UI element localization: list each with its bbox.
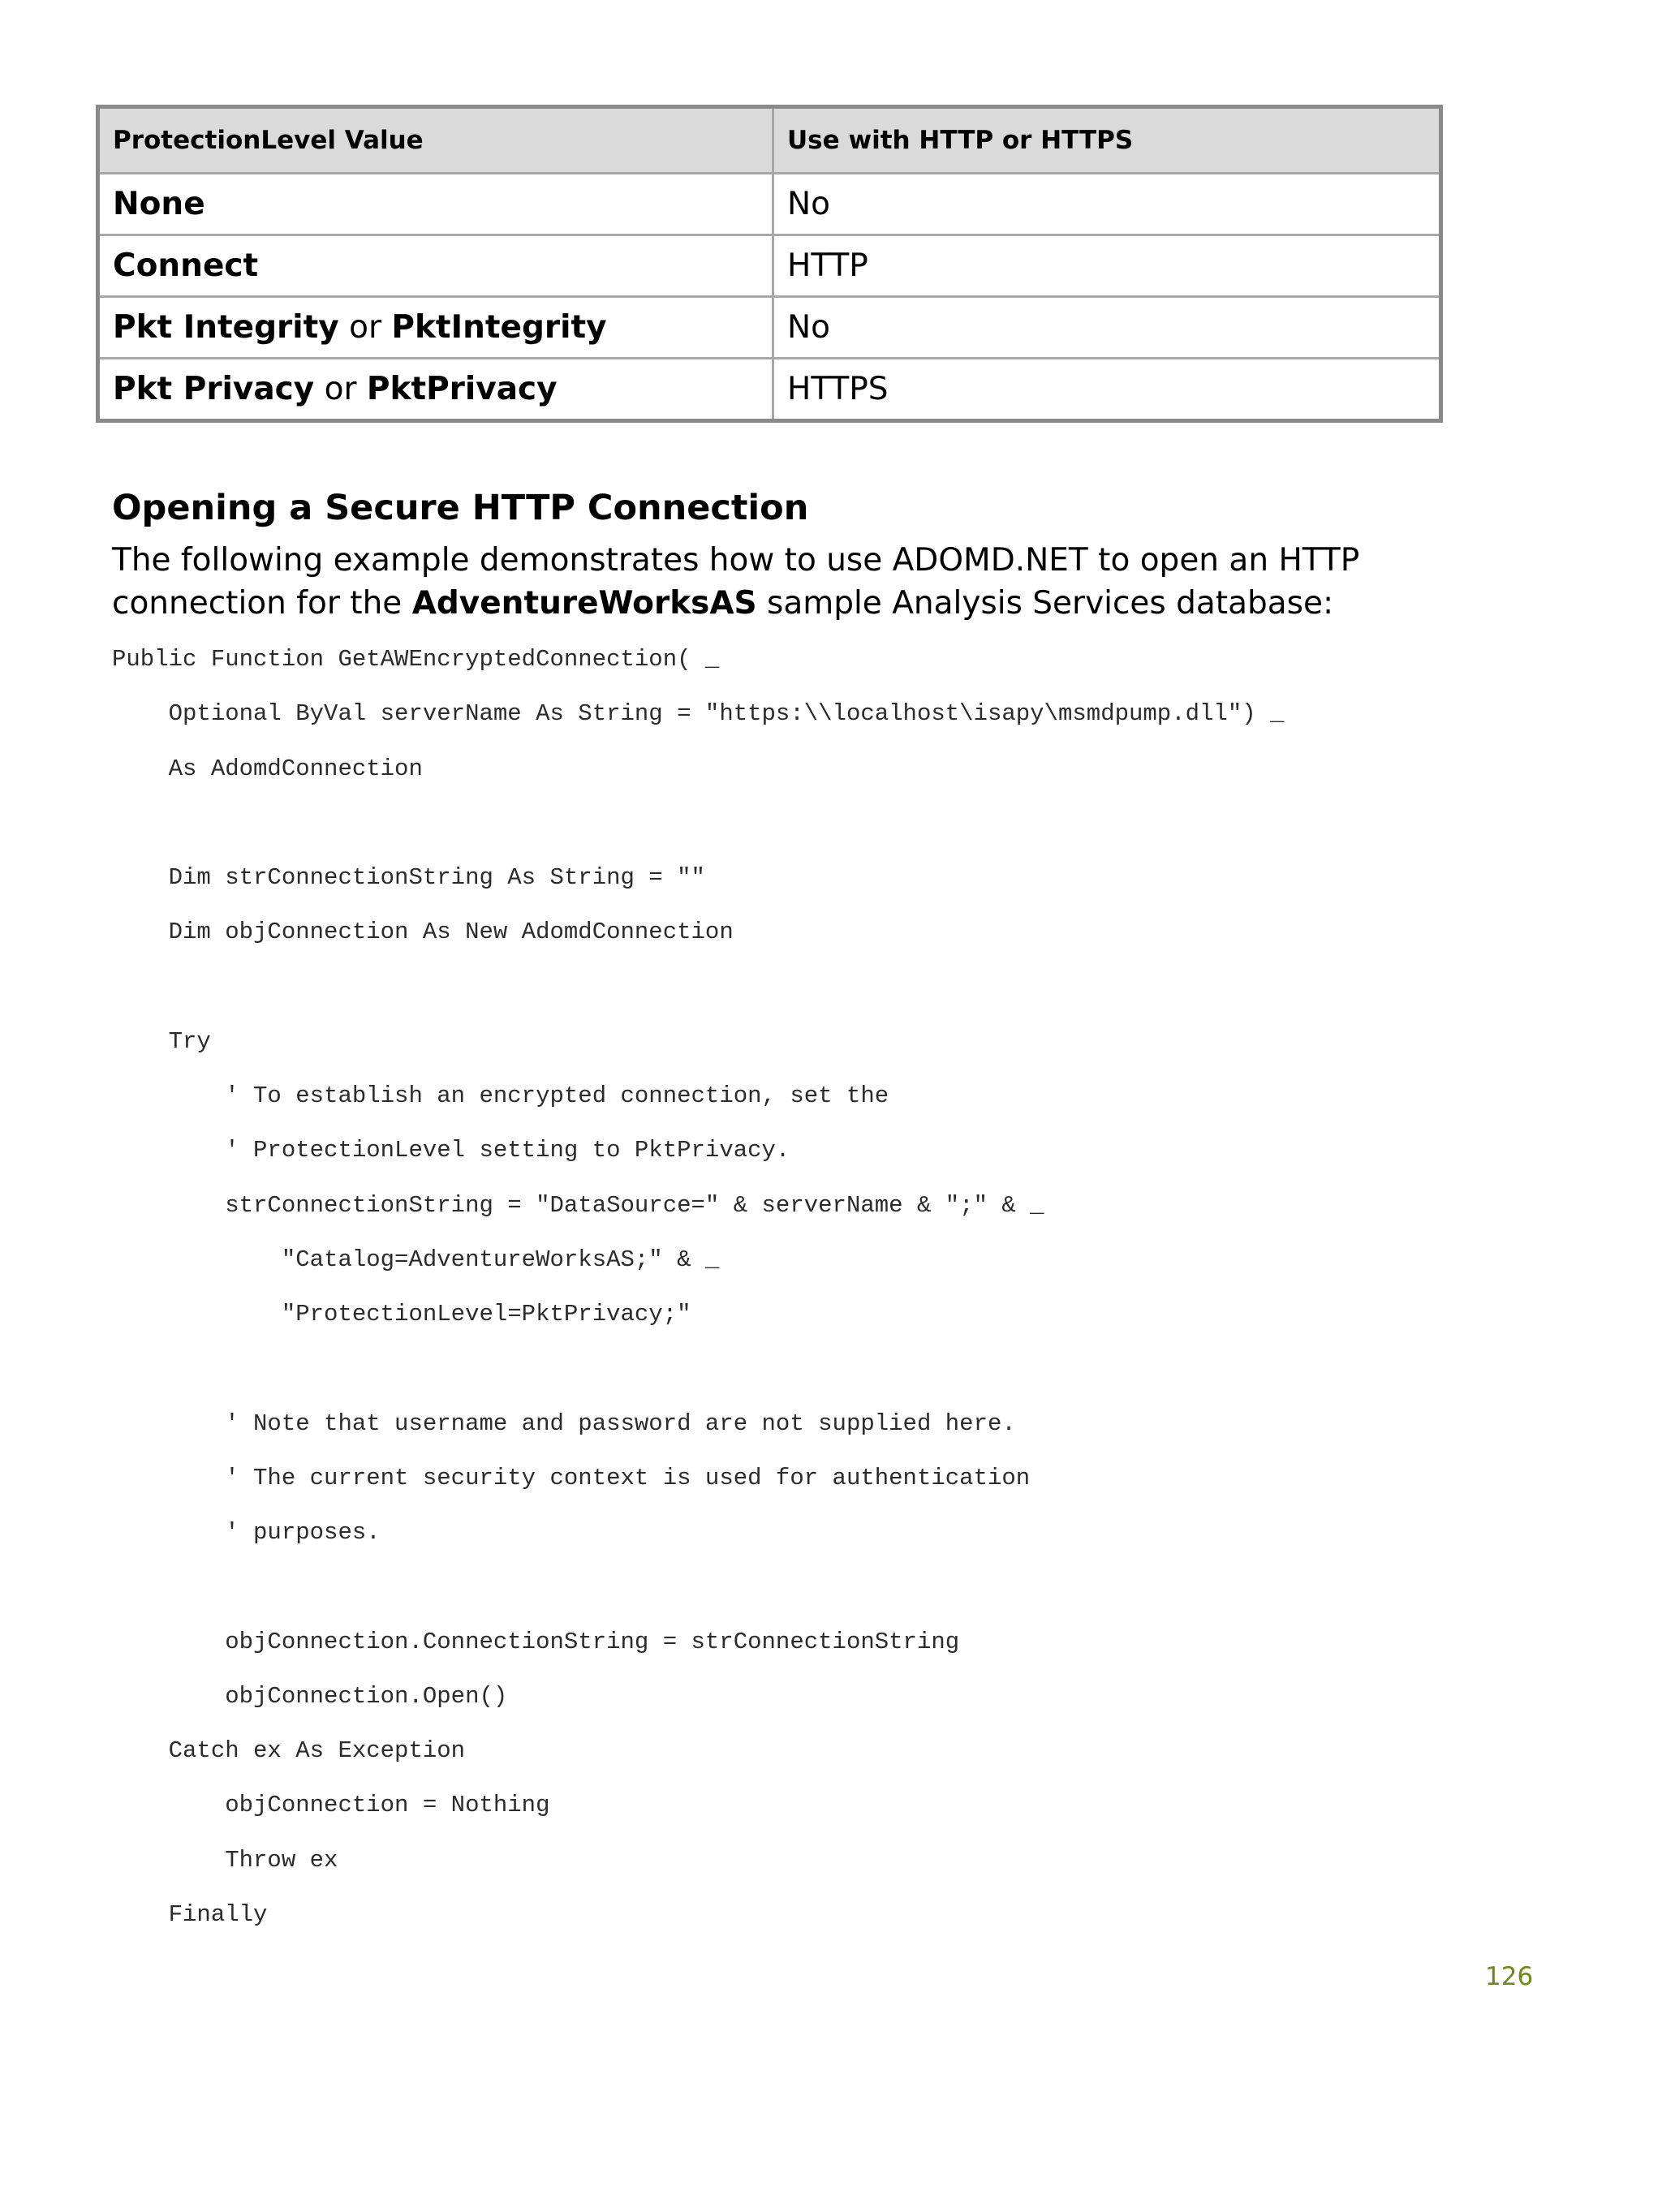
column-header-protection-level: ProtectionLevel Value bbox=[98, 107, 773, 174]
protection-level-cell: Connect bbox=[98, 235, 773, 297]
code-line: Try bbox=[112, 1027, 211, 1055]
database-name: AdventureWorksAS bbox=[411, 585, 757, 622]
code-line: strConnectionString = "DataSource=" & serverName & ";" & _ bbox=[112, 1191, 1044, 1219]
code-line bbox=[112, 807, 1284, 862]
code-line: ' To establish an encrypted connection, set the bbox=[112, 1082, 889, 1109]
use-with-cell: No bbox=[773, 297, 1441, 359]
code-line: Optional ByVal serverName As String = "https:\\localhost\isapy\msmdpump.dll") _ bbox=[112, 700, 1285, 728]
protection-level-cell: Pkt Integrity or PktIntegrity bbox=[98, 297, 773, 359]
code-sample bbox=[112, 643, 1284, 1953]
code-line: Dim objConnection As New AdomdConnection bbox=[112, 919, 734, 946]
use-with-cell: HTTP bbox=[773, 235, 1441, 297]
code-line: Dim strConnectionString As String = "" bbox=[112, 864, 705, 891]
code-line: "ProtectionLevel=PktPrivacy;" bbox=[112, 1301, 691, 1328]
code-line: objConnection.ConnectionString = strConnectionString bbox=[112, 1628, 960, 1655]
code-line: Catch ex As Exception bbox=[112, 1737, 466, 1764]
table-header-row bbox=[98, 107, 1441, 174]
code-line bbox=[112, 1353, 1284, 1407]
code-line: "Catalog=AdventureWorksAS;" & _ bbox=[112, 1246, 720, 1273]
column-header-use-with: Use with HTTP or HTTPS bbox=[773, 107, 1441, 174]
protection-level-cell: Pkt Privacy or PktPrivacy bbox=[98, 359, 773, 421]
table-row bbox=[98, 235, 1441, 297]
protection-level-cell: None bbox=[98, 174, 773, 235]
code-line: ' ProtectionLevel setting to PktPrivacy. bbox=[112, 1137, 790, 1164]
protection-level-table bbox=[96, 105, 1443, 423]
use-with-cell: HTTPS bbox=[773, 359, 1441, 421]
code-line: ' Note that username and password are not supplied here. bbox=[112, 1409, 1016, 1437]
code-line: objConnection = Nothing bbox=[112, 1792, 550, 1819]
code-line: ' The current security context is used for authentication bbox=[112, 1464, 1031, 1491]
table-row bbox=[98, 174, 1441, 235]
code-line: As AdomdConnection bbox=[112, 755, 423, 782]
code-line: objConnection.Open() bbox=[112, 1682, 508, 1710]
code-line bbox=[112, 971, 1284, 1026]
intro-paragraph: The following example demonstrates how to use ADOMD.NET to open an HTTP connection for the AdventureWorksAS sample Analysis Services database: bbox=[112, 542, 1360, 622]
code-line: Public Function GetAWEncryptedConnection( _ bbox=[112, 646, 720, 673]
table-row bbox=[98, 297, 1441, 359]
page-number: 126 bbox=[1485, 1962, 1534, 1991]
code-line: Throw ex bbox=[112, 1846, 338, 1874]
use-with-cell: No bbox=[773, 174, 1441, 235]
section-heading: Opening a Secure HTTP Connection bbox=[112, 488, 809, 528]
code-line: ' purposes. bbox=[112, 1519, 381, 1546]
code-line: Finally bbox=[112, 1900, 268, 1928]
table-row bbox=[98, 359, 1441, 421]
code-line bbox=[112, 1571, 1284, 1625]
